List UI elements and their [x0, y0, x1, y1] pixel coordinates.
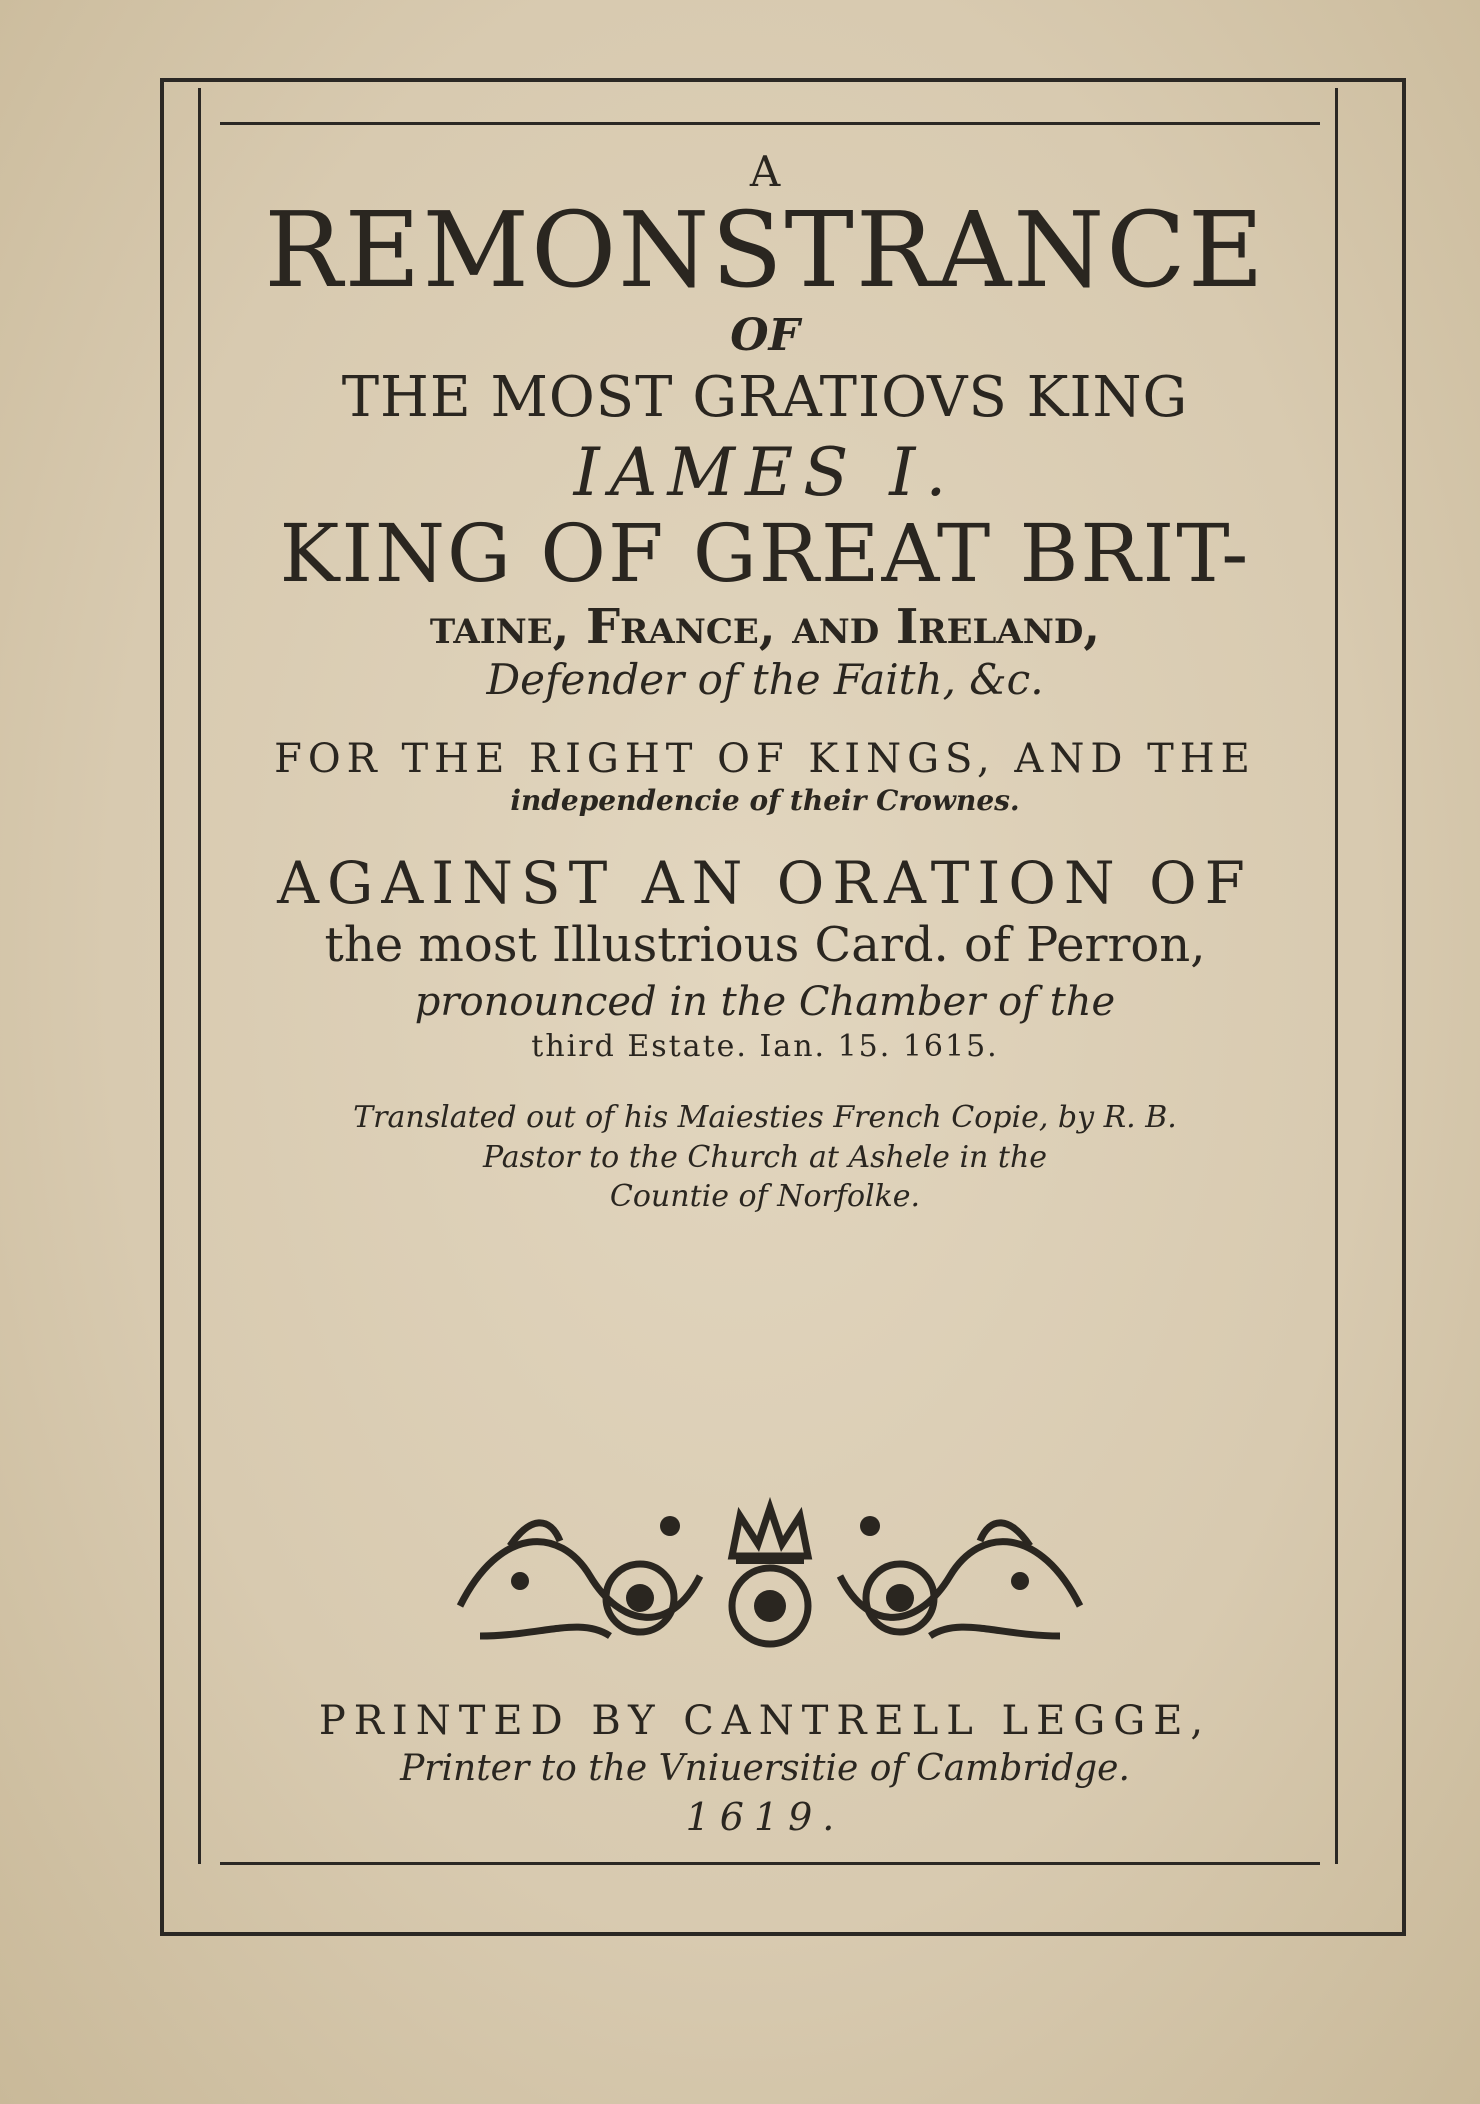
title-defender: Defender of the Faith, &c. — [486, 654, 1044, 704]
top-rule — [220, 122, 1320, 125]
title-james: IAMES I. — [573, 434, 957, 512]
translator-county: Countie of Norfolke. — [609, 1179, 921, 1215]
subtitle-date: third Estate. Ian. 15. 1615. — [531, 1028, 999, 1064]
title-most-gratious: THE MOST GRATIOVS KING — [341, 365, 1189, 431]
subtitle-independencie: independencie of their Crownes. — [510, 784, 1020, 818]
title-of: OF — [730, 310, 800, 362]
subtitle-pronounced: pronounced in the Chamber of the — [414, 978, 1116, 1025]
subtitle-cardinal: the most Illustrious Card. of Perron, — [324, 917, 1206, 974]
subtitle-right-of-kings: FOR THE RIGHT OF KINGS, AND THE — [274, 736, 1256, 783]
title-article: A — [749, 147, 781, 196]
printers-ornament-icon — [440, 1486, 1100, 1654]
imprint-block — [205, 1700, 1325, 1838]
title-king-of: KING OF GREAT BRIT- — [279, 506, 1251, 600]
title-main: REMONSTRANCE — [264, 189, 1266, 312]
imprint-year: 1619. — [685, 1794, 845, 1839]
title-realms: taine, France, and Ireland, — [429, 598, 1101, 655]
translator-line: Translated out of his Maiesties French Copie, by R. B. — [353, 1100, 1177, 1136]
imprint-printer: Printer to the Vniuersitie of Cambridge. — [400, 1748, 1130, 1789]
bottom-rule — [220, 1862, 1320, 1865]
translator-pastor: Pastor to the Church at Ashele in the — [482, 1139, 1048, 1175]
subtitle-against: AGAINST AN ORATION OF — [277, 849, 1253, 918]
imprint-printed-by: PRINTED BY CANTRELL LEGGE, — [318, 1698, 1212, 1744]
title-block — [205, 130, 1325, 1213]
